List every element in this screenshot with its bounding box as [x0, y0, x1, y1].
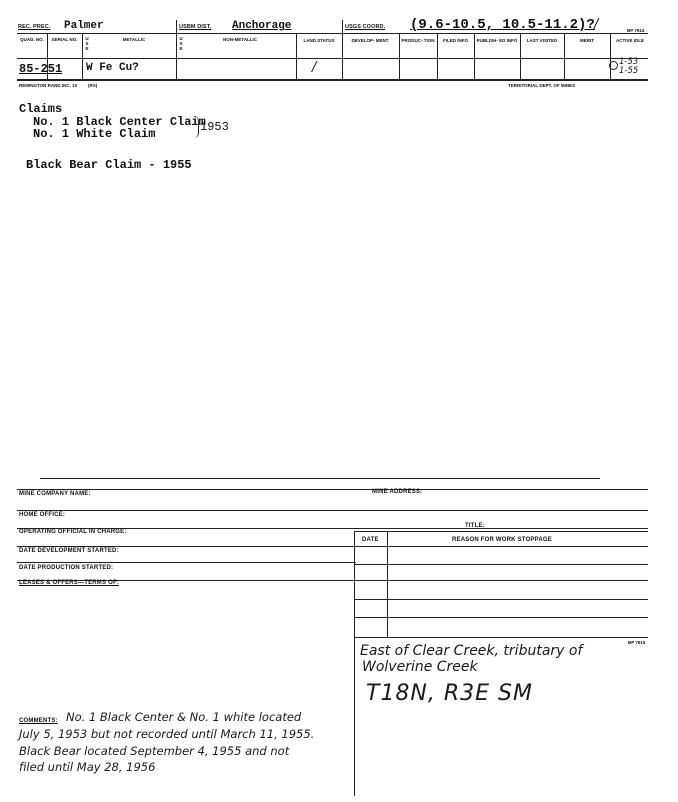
printer-note: REMINGTON RAND INC. 10 [19, 83, 78, 88]
col-metallic: METALLIC [122, 37, 146, 42]
claim-line-2: No. 1 White Claim [33, 127, 156, 141]
col-merit: MERIT [580, 38, 594, 43]
col-published: PUBLISH- ED INFO [476, 38, 518, 43]
col-last-visited: LAST VISITED [526, 38, 558, 43]
leases-offers-label: LEASES & OFFERS—TERMS OF: [19, 580, 120, 586]
active-idle-marks: 1-53 1-55 [619, 57, 639, 76]
comment-line-2: July 5, 1953 but not recorded until March 11, 1955. [19, 727, 315, 741]
title-label: TITLE: [465, 523, 485, 529]
mine-address-label: MINE ADDRESS: [372, 489, 423, 495]
claim-line-3: Black Bear Claim - 1955 [26, 158, 192, 172]
date-development-label: DATE DEVELOPMENT STARTED: [19, 548, 119, 554]
usbm-dist-value: Anchorage [232, 20, 292, 32]
usgs-coord-value: (9.6-10.5, 10.5-11.2)? [410, 17, 595, 33]
col-use-letters-nonmetallic: U S E [179, 36, 183, 51]
metallic-value: W Fe Cu? [86, 62, 139, 74]
usbm-dist-label: USBM DIST. [179, 24, 212, 30]
form-code-top: BP 7914 [627, 28, 645, 33]
date-production-label: DATE PRODUCTION STARTED: [19, 565, 114, 571]
claims-heading: Claims [19, 102, 63, 116]
col-filed: FILED INFO [443, 38, 468, 43]
col-development: DEVELOP- MENT [351, 38, 389, 43]
col-serial: SERIAL NO. [51, 37, 78, 42]
quad-serial-value: 85-251 [19, 62, 63, 76]
rec-prec-value: Palmer [64, 20, 104, 32]
rec-prec-label: REC. PREC. [18, 24, 51, 30]
usgs-coord-label: USGS COORD. [345, 24, 386, 30]
operating-official-label: OPERATING OFFICIAL IN CHARGE: [19, 529, 127, 535]
comment-line-1: No. 1 Black Center & No. 1 white located [66, 710, 302, 724]
location-note-line-2: Wolverine Creek [362, 659, 478, 675]
printer-code: (RS) [88, 83, 98, 88]
reason-column-label: REASON FOR WORK STOPPAGE [452, 537, 552, 543]
claim-line-1: No. 1 Black Center Claim [33, 115, 206, 129]
active-circle-icon [609, 61, 618, 70]
comment-line-3: Black Bear located September 4, 1955 and not [19, 744, 290, 758]
col-land-status: LAND STATUS [303, 38, 335, 43]
col-nonmetallic: NON-METALLIC [223, 37, 257, 42]
claim-bracket [194, 116, 199, 138]
form-code-bottom: BP 7915 [628, 640, 646, 645]
col-production: PRODUC- TION [401, 38, 435, 43]
comments-label: COMMENTS: [19, 718, 58, 724]
location-note-line-1: East of Clear Creek, tributary of [360, 643, 583, 659]
date-column-label: DATE [362, 537, 379, 543]
home-office-label: HOME OFFICE: [19, 512, 66, 518]
comment-line-4: filed until May 28, 1956 [19, 760, 156, 774]
township-range: T18N, R3E SM [366, 681, 533, 706]
territorial-dept: TERRITORIAL DEPT. OF MINES [508, 83, 576, 88]
mine-company-name-label: MINE COMPANY NAME: [19, 491, 91, 497]
col-use-letters-metallic: U S E [85, 36, 89, 51]
col-quad: QUAD. NO. [20, 37, 44, 42]
col-active: ACTIVE IDLE [615, 38, 644, 43]
claim-year: 1953 [200, 120, 229, 134]
land-status-mark: / [312, 60, 317, 75]
coord-check-mark: / [594, 17, 599, 32]
